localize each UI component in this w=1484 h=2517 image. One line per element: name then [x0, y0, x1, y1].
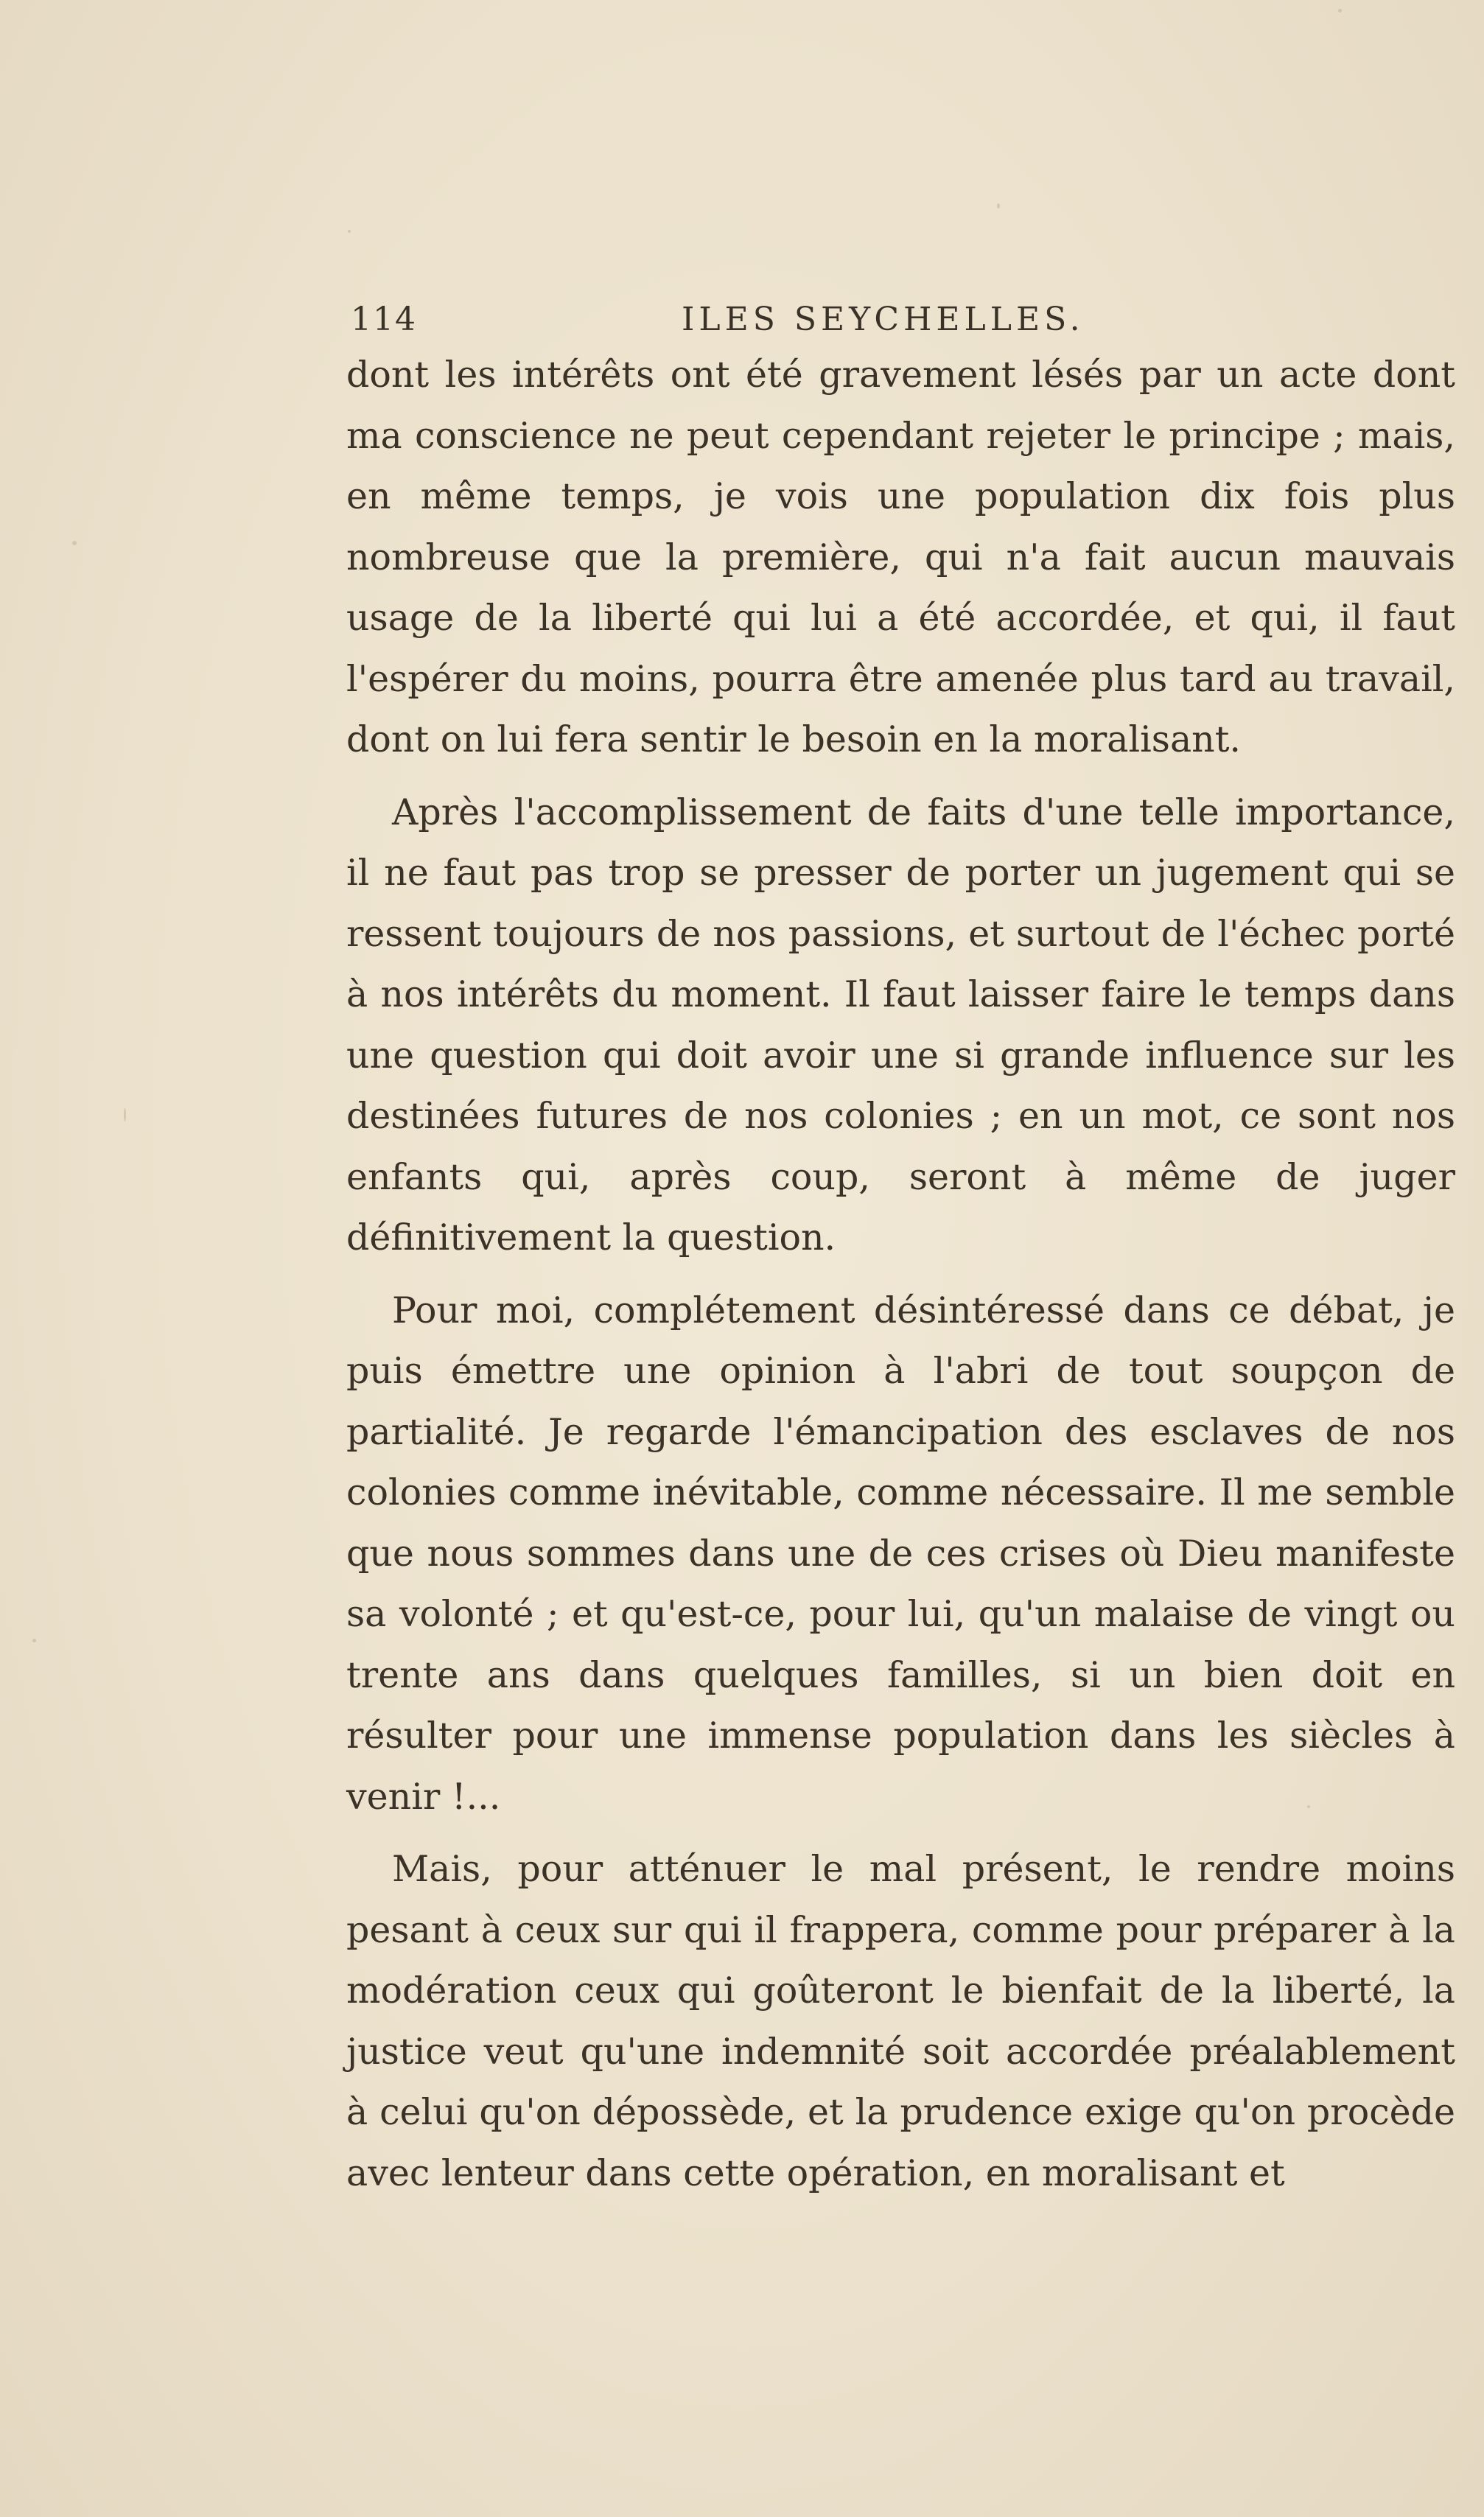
text-block	[346, 295, 1455, 2216]
page-header	[346, 295, 1455, 345]
paragraph-continuation: dont les intérêts ont été gravement lésés par un acte dont ma conscience ne peut cependant rejeter le principe ; mais, en même temps, je vois une population dix fois plus nombreuse que la première, qui n'a fait aucun mauvais usage de la liberté qui lui a été accordée, et qui, il faut l'espérer du moins, pourra être amenée plus tard au travail, dont on lui fera sentir le besoin en la moralisant.	[346, 354, 1455, 760]
paragraph: Pour moi, complétement désintéressé dans ce débat, je puis émettre une opinion à l'abri de tout soupçon de partialité. Je regarde l'émancipation des esclaves de nos colonies comme inévitable, comme nécessaire. Il me semble que nous sommes dans une de ces crises où Dieu manifeste sa volonté ; et qu'est-ce, pour lui, qu'un malaise de vingt ou trente ans dans quelques familles, si un bien doit en résulter pour une immense population dans les siècles à venir !...	[346, 1289, 1455, 1818]
paper-speck	[997, 203, 1000, 209]
page-number: 114	[351, 301, 417, 338]
paper-speck	[72, 541, 77, 545]
paper-speck	[32, 1639, 36, 1642]
paper-speck	[1338, 9, 1342, 13]
paragraph: Après l'accomplissement de faits d'une telle importance, il ne faut pas trop se presser de porter un jugement qui se ressent toujours de nos passions, et surtout de l'échec porté à nos intérêts du moment. Il faut laisser faire le temps dans une question qui doit avoir une si grande influence sur les destinées futures de nos colonies ; en un mot, ce sont nos enfants qui, après coup, seront à même de juger définitivement la question.	[346, 791, 1455, 1258]
paragraph: Mais, pour atténuer le mal présent, le rendre moins pesant à ceux sur qui il frappera, comme pour préparer à la modération ceux qui goûteront le bienfait de la liberté, la justice veut qu'une indemnité soit accordée préalablement à celui qu'on dépossède, et la prudence exige qu'on procède avec lenteur dans cette opération, en moralisant et	[346, 1848, 1455, 2194]
paper-speck	[348, 230, 351, 233]
running-head: ILES SEYCHELLES.	[682, 301, 1085, 338]
paper-speck	[124, 1108, 126, 1121]
